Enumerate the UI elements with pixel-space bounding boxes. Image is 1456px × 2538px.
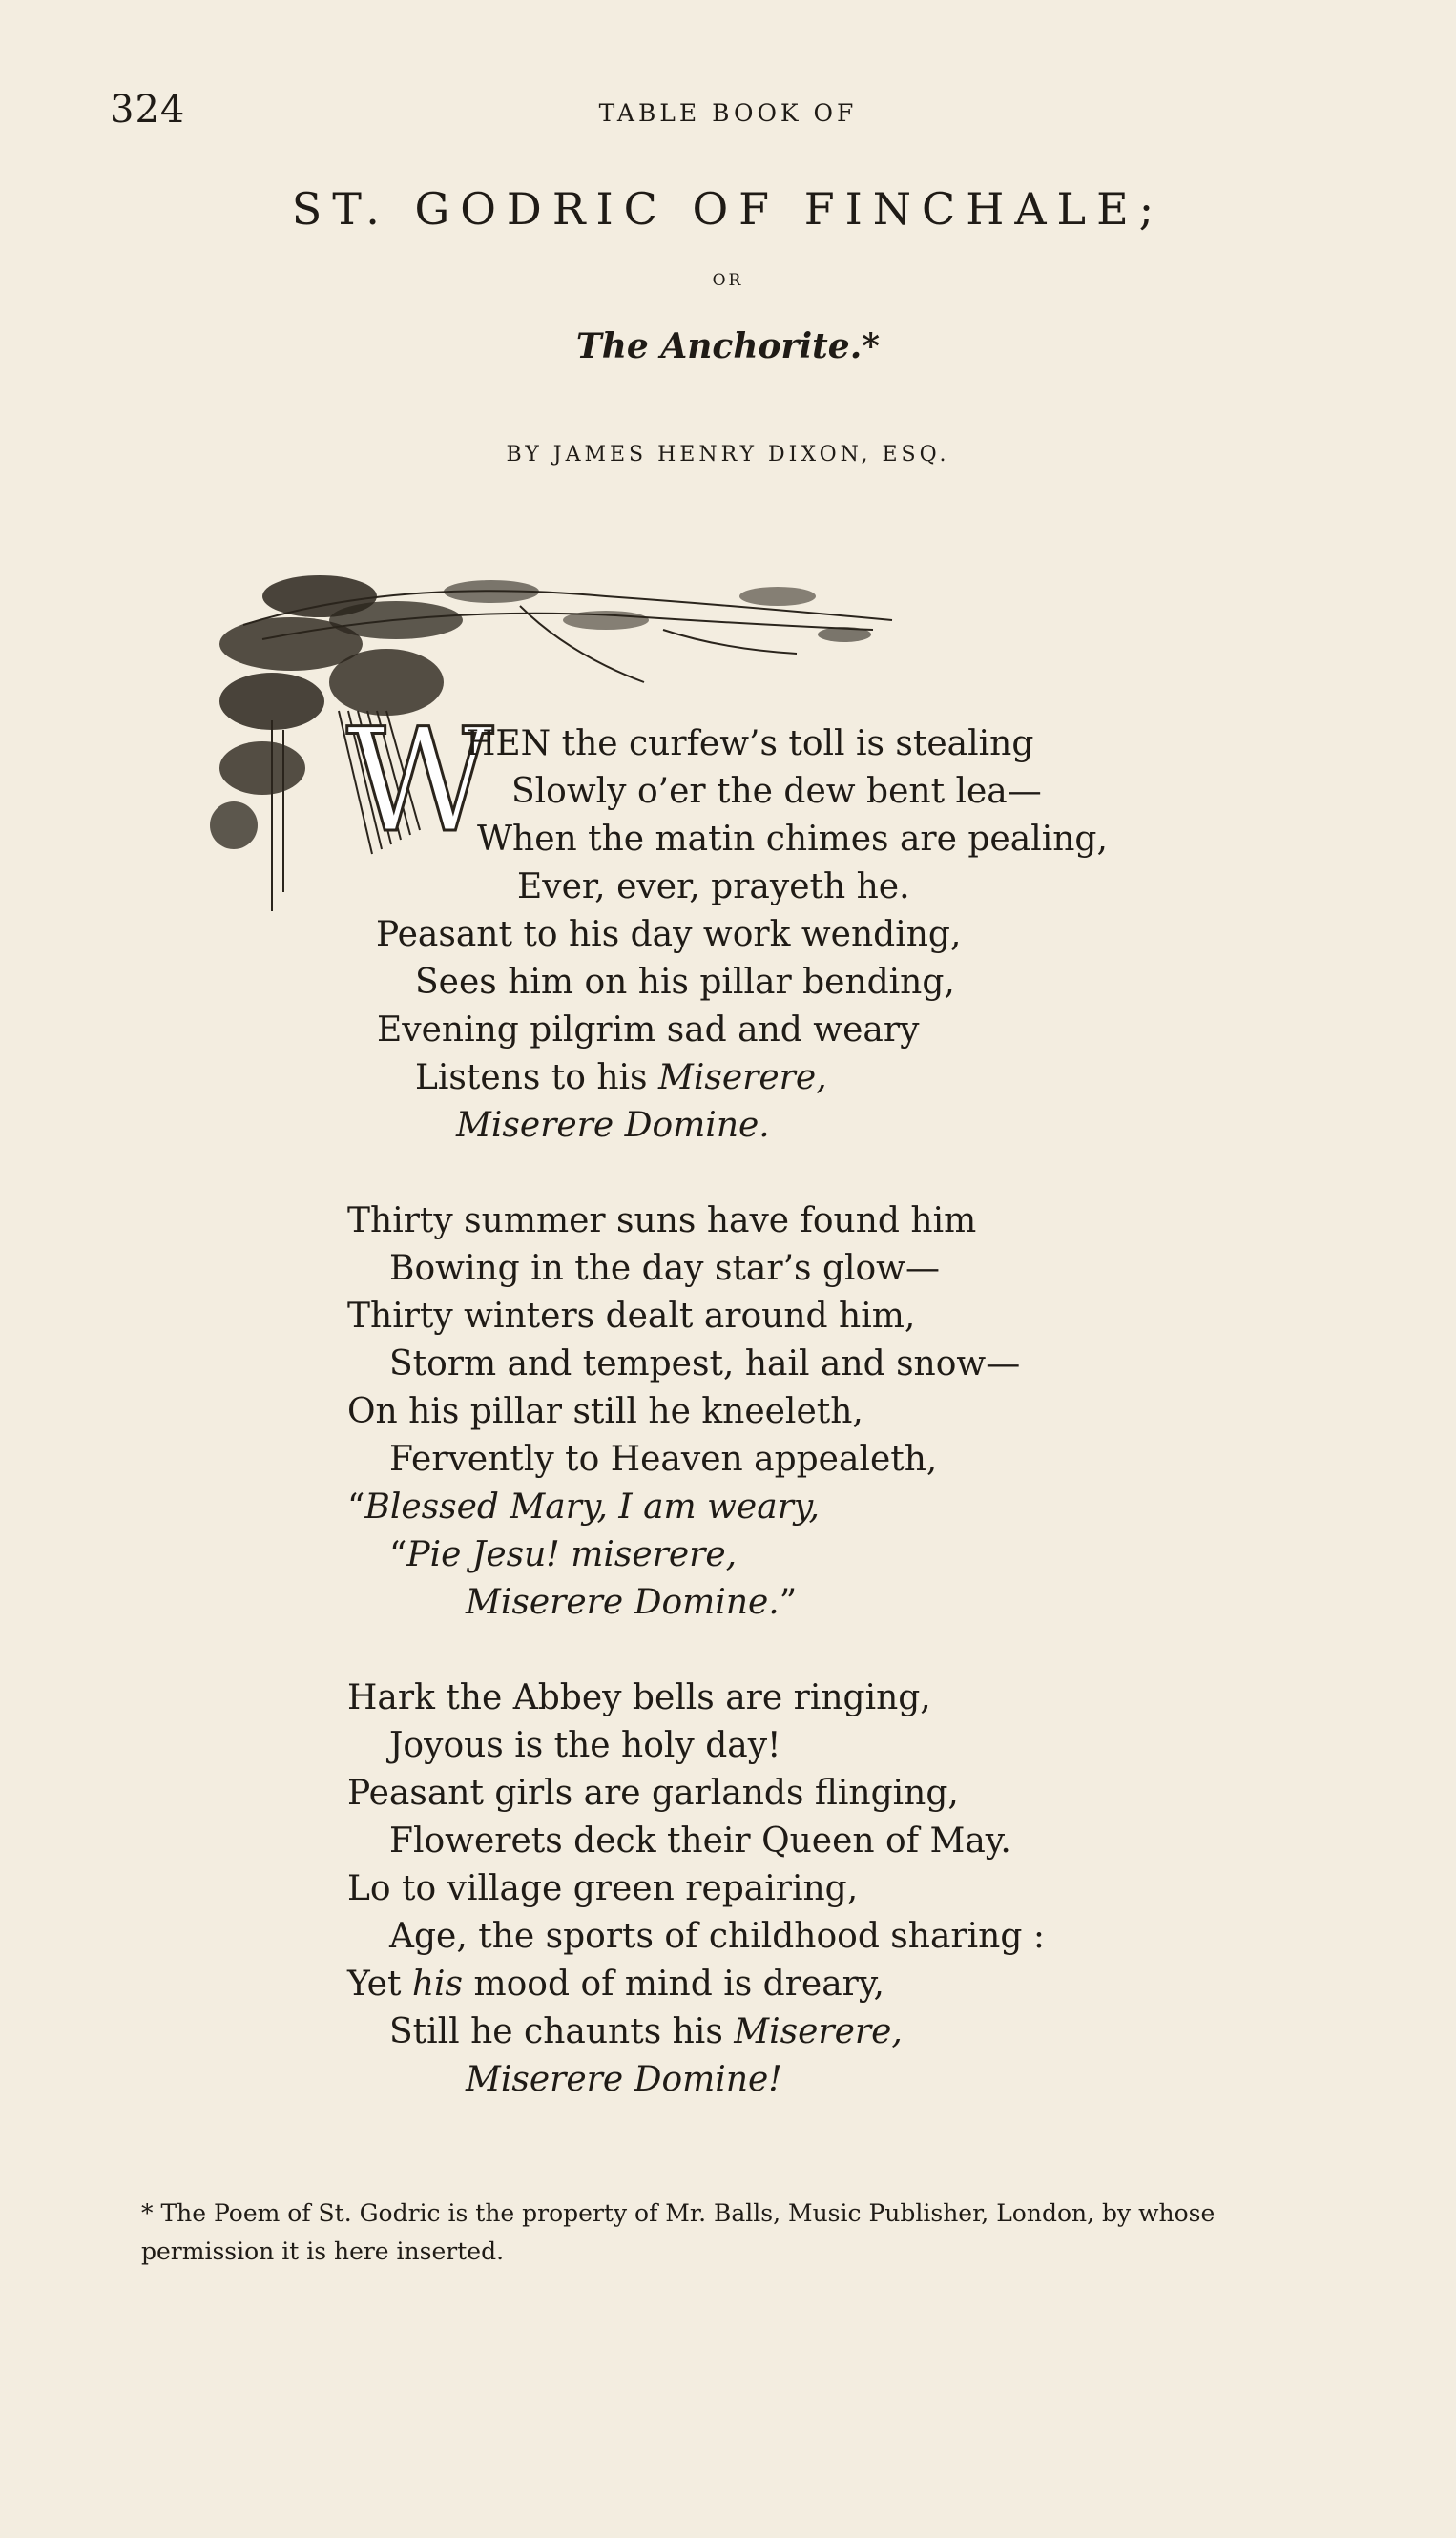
poem-line: Miserere Domine! xyxy=(466,2060,782,2099)
poem-line: Fervently to Heaven appealeth, xyxy=(389,1440,938,1479)
poem-line: Flowerets deck their Queen of May. xyxy=(389,1821,1011,1861)
poem-line: Miserere Domine. xyxy=(456,1106,770,1145)
poem-line: “Blessed Mary, I am weary, xyxy=(347,1487,820,1527)
title-or: OR xyxy=(712,271,744,290)
poem-subtitle: The Anchorite.* xyxy=(575,326,881,366)
poem-line: Hark the Abbey bells are ringing, xyxy=(347,1678,931,1717)
poem-line: Yet his mood of mind is dreary, xyxy=(347,1965,884,2004)
poem-byline: BY JAMES HENRY DIXON, ESQ. xyxy=(506,443,950,467)
poem-title: ST. GODRIC OF FINCHALE; xyxy=(291,183,1165,235)
poem-line: Joyous is the holy day! xyxy=(389,1726,781,1765)
poem-line: Miserere Domine.” xyxy=(466,1583,798,1622)
poem-line: When the matin chimes are pealing, xyxy=(477,820,1108,859)
page-number: 324 xyxy=(110,88,186,132)
poem-line: Thirty summer suns have found him xyxy=(347,1201,977,1240)
poem-line: On his pillar still he kneeleth, xyxy=(347,1392,863,1431)
poem-line: Lo to village green repairing, xyxy=(347,1869,859,1908)
drop-cap-letter: W xyxy=(346,698,494,864)
footnote: * The Poem of St. Godric is the property of Mr. Balls, Music Publisher, London, by whose permission it is here inserted. xyxy=(141,2199,1216,2265)
poem-line: Peasant to his day work wending, xyxy=(376,915,962,954)
poem-line: Sees him on his pillar bending, xyxy=(415,963,955,1002)
poem-line: Listens to his Miserere, xyxy=(415,1058,827,1097)
poem-line: Thirty winters dealt around him, xyxy=(347,1297,916,1336)
poem-line: Evening pilgrim sad and weary xyxy=(377,1010,920,1050)
poem-line: HEN the curfew’s toll is stealing xyxy=(466,724,1034,763)
poem-line: Slowly o’er the dew bent lea— xyxy=(511,772,1042,811)
poem-line: Peasant girls are garlands flinging, xyxy=(347,1774,959,1813)
running-head: TABLE BOOK OF xyxy=(598,99,858,127)
poem-line: Ever, ever, prayeth he. xyxy=(517,867,910,906)
poem-line: Still he chaunts his Miserere, xyxy=(389,2012,903,2051)
poem-line: Age, the sports of childhood sharing : xyxy=(389,1917,1045,1956)
poem-line: Bowing in the day star’s glow— xyxy=(389,1249,940,1288)
poem-line: Storm and tempest, hail and snow— xyxy=(389,1344,1021,1383)
poem-line: “Pie Jesu! miserere, xyxy=(389,1535,738,1574)
